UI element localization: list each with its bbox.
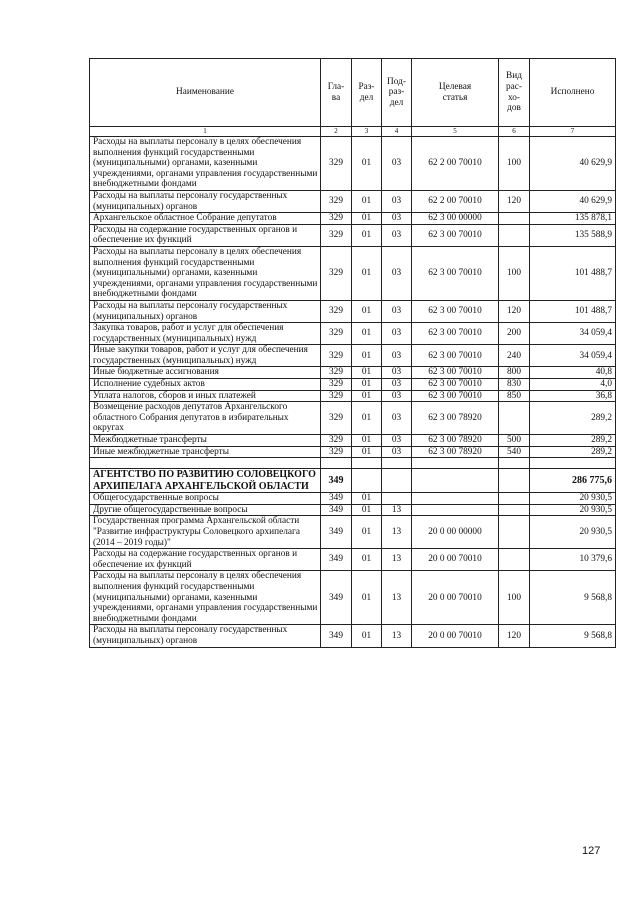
table-row	[90, 137, 616, 191]
row-name: Иные межбюджетные трансферты	[90, 446, 321, 458]
row-subsection: 03	[382, 367, 412, 379]
spacer-row	[90, 458, 616, 469]
row-target-article: 62 3 00 78920	[412, 435, 499, 447]
row-expense-type: 500	[499, 435, 530, 447]
column-number-row	[90, 127, 616, 137]
table-row	[90, 190, 616, 212]
table-body	[90, 137, 616, 648]
row-expense-type: 120	[499, 300, 530, 322]
table-row	[90, 345, 616, 367]
row-name: Уплата налогов, сборов и иных платежей	[90, 390, 321, 402]
row-target-article	[412, 493, 499, 505]
row-executed: 4,0	[530, 379, 616, 391]
row-name: АГЕНТСТВО ПО РАЗВИТИЮ СОЛОВЕЦКОГО АРХИПЕЛАГА АРХАНГЕЛЬСКОЙ ОБЛАСТИ	[90, 469, 321, 493]
spacer-cell	[412, 458, 499, 469]
row-chapter: 329	[321, 367, 352, 379]
row-section: 01	[352, 435, 382, 447]
row-expense-type: 240	[499, 345, 530, 367]
row-executed: 9 568,8	[530, 625, 616, 647]
row-expense-type: 830	[499, 379, 530, 391]
row-expense-type: 800	[499, 367, 530, 379]
row-subsection: 03	[382, 345, 412, 367]
table-row	[90, 379, 616, 391]
table-row	[90, 402, 616, 435]
row-name: Государственная программа Архангельской области "Развитие инфраструктуры Соловецкого архипелага (2014 – 2019 годы)"	[90, 516, 321, 549]
row-section: 01	[352, 367, 382, 379]
row-chapter: 349	[321, 504, 352, 516]
row-chapter: 349	[321, 549, 352, 571]
row-expense-type: 100	[499, 137, 530, 191]
row-expense-type	[499, 493, 530, 505]
spacer-cell	[321, 458, 352, 469]
row-target-article: 62 3 00 70010	[412, 323, 499, 345]
row-target-article: 62 3 00 70010	[412, 300, 499, 322]
row-executed: 20 930,5	[530, 516, 616, 549]
row-target-article: 62 3 00 78920	[412, 402, 499, 435]
row-name: Расходы на выплаты персоналу государственных (муниципальных) органов	[90, 300, 321, 322]
row-chapter: 329	[321, 224, 352, 246]
row-section: 01	[352, 379, 382, 391]
row-section: 01	[352, 446, 382, 458]
row-name: Общегосударственные вопросы	[90, 493, 321, 505]
header-name: Наименование	[90, 59, 321, 127]
row-executed: 20 930,5	[530, 504, 616, 516]
row-chapter: 349	[321, 625, 352, 647]
row-name: Межбюджетные трансферты	[90, 435, 321, 447]
column-number: 2	[321, 127, 352, 137]
row-subsection: 03	[382, 213, 412, 225]
row-section: 01	[352, 300, 382, 322]
header-subsection: Под- раз- дел	[382, 59, 412, 127]
header-target: Целевая статья	[412, 59, 499, 127]
row-subsection: 13	[382, 571, 412, 625]
row-subsection: 13	[382, 625, 412, 647]
row-executed: 135 878,1	[530, 213, 616, 225]
row-expense-type: 100	[499, 571, 530, 625]
row-chapter: 329	[321, 379, 352, 391]
row-expense-type: 200	[499, 323, 530, 345]
header-chapter: Гла- ва	[321, 59, 352, 127]
column-number: 3	[352, 127, 382, 137]
row-executed: 101 488,7	[530, 300, 616, 322]
row-executed: 34 059,4	[530, 345, 616, 367]
table-row	[90, 549, 616, 571]
row-chapter: 329	[321, 402, 352, 435]
table-row	[90, 367, 616, 379]
row-chapter: 349	[321, 571, 352, 625]
row-expense-type: 540	[499, 446, 530, 458]
row-name: Расходы на выплаты персоналу в целях обеспечения выполнения функций государственными (муниципальными) органами, казенными учреждениями, органами управления государственными внебюджетными фондами	[90, 246, 321, 300]
column-number: 1	[90, 127, 321, 137]
column-number: 4	[382, 127, 412, 137]
column-number: 7	[530, 127, 616, 137]
row-executed: 9 568,8	[530, 571, 616, 625]
row-name: Расходы на содержание государственных органов и обеспечение их функций	[90, 549, 321, 571]
row-chapter: 329	[321, 213, 352, 225]
table-row	[90, 571, 616, 625]
row-target-article: 62 3 00 70010	[412, 246, 499, 300]
row-subsection: 13	[382, 504, 412, 516]
row-subsection: 03	[382, 224, 412, 246]
table-row	[90, 625, 616, 647]
row-section: 01	[352, 345, 382, 367]
row-executed: 289,2	[530, 446, 616, 458]
row-target-article: 62 2 00 70010	[412, 190, 499, 212]
table-row	[90, 213, 616, 225]
row-section: 01	[352, 516, 382, 549]
row-chapter: 349	[321, 516, 352, 549]
row-target-article: 62 3 00 78920	[412, 446, 499, 458]
row-subsection: 13	[382, 549, 412, 571]
row-subsection: 03	[382, 435, 412, 447]
row-section: 01	[352, 571, 382, 625]
page-number: 127	[582, 845, 601, 857]
row-section: 01	[352, 625, 382, 647]
row-target-article: 62 3 00 70010	[412, 345, 499, 367]
table-row	[90, 300, 616, 322]
row-chapter: 329	[321, 190, 352, 212]
row-section: 01	[352, 493, 382, 505]
row-subsection: 03	[382, 390, 412, 402]
row-expense-type: 850	[499, 390, 530, 402]
budget-execution-table	[89, 58, 616, 648]
row-target-article: 20 0 00 00000	[412, 516, 499, 549]
row-name: Возмещение расходов депутатов Архангельского областного Собрания депутатов в избирательных округах	[90, 402, 321, 435]
row-section: 01	[352, 190, 382, 212]
row-executed: 286 775,6	[530, 469, 616, 493]
row-name: Расходы на содержание государственных органов и обеспечение их функций	[90, 224, 321, 246]
row-subsection: 03	[382, 246, 412, 300]
row-target-article: 62 3 00 70010	[412, 379, 499, 391]
row-name: Расходы на выплаты персоналу в целях обеспечения выполнения функций государственными (муниципальными) органами, казенными учреждениями, органами управления государственными внебюджетными фондами	[90, 571, 321, 625]
row-expense-type	[499, 213, 530, 225]
row-section: 01	[352, 213, 382, 225]
row-chapter: 329	[321, 435, 352, 447]
row-section: 01	[352, 323, 382, 345]
row-subsection	[382, 493, 412, 505]
row-target-article: 20 0 00 70010	[412, 549, 499, 571]
row-chapter: 349	[321, 469, 352, 493]
row-chapter: 349	[321, 493, 352, 505]
spacer-cell	[499, 458, 530, 469]
row-expense-type	[499, 549, 530, 571]
row-subsection: 03	[382, 446, 412, 458]
row-name: Иные закупки товаров, работ и услуг для обеспечения государственных (муниципальных) нужд	[90, 345, 321, 367]
row-target-article: 62 3 00 70010	[412, 390, 499, 402]
header-section: Раз- дел	[352, 59, 382, 127]
spacer-cell	[382, 458, 412, 469]
row-executed: 40 629,9	[530, 137, 616, 191]
table-row	[90, 504, 616, 516]
row-executed: 289,2	[530, 402, 616, 435]
row-name: Архангельское областное Собрание депутатов	[90, 213, 321, 225]
table-row	[90, 246, 616, 300]
row-name: Расходы на выплаты персоналу в целях обеспечения выполнения функций государственными (муниципальными) органами, казенными учреждениями, органами управления государственными внебюджетными фондами	[90, 137, 321, 191]
row-name: Закупка товаров, работ и услуг для обеспечения государственных (муниципальных) нужд	[90, 323, 321, 345]
spacer-cell	[352, 458, 382, 469]
budget-table-container	[89, 58, 615, 648]
row-target-article: 20 0 00 70010	[412, 625, 499, 647]
row-executed: 135 588,9	[530, 224, 616, 246]
row-expense-type	[499, 516, 530, 549]
row-expense-type	[499, 402, 530, 435]
table-row	[90, 516, 616, 549]
row-chapter: 329	[321, 246, 352, 300]
row-target-article: 62 3 00 00000	[412, 213, 499, 225]
row-section: 01	[352, 137, 382, 191]
row-subsection: 13	[382, 516, 412, 549]
header-row	[90, 59, 616, 127]
row-executed: 101 488,7	[530, 246, 616, 300]
row-section: 01	[352, 224, 382, 246]
row-executed: 34 059,4	[530, 323, 616, 345]
row-section: 01	[352, 549, 382, 571]
row-chapter: 329	[321, 345, 352, 367]
row-subsection: 03	[382, 379, 412, 391]
row-expense-type: 120	[499, 190, 530, 212]
table-row	[90, 390, 616, 402]
row-section: 01	[352, 402, 382, 435]
row-section: 01	[352, 504, 382, 516]
row-subsection: 03	[382, 137, 412, 191]
row-expense-type: 120	[499, 625, 530, 647]
row-chapter: 329	[321, 446, 352, 458]
row-executed: 289,2	[530, 435, 616, 447]
row-name: Иные бюджетные ассигнования	[90, 367, 321, 379]
row-executed: 10 379,6	[530, 549, 616, 571]
header-expense-type: Вид рас- хо- дов	[499, 59, 530, 127]
row-executed: 20 930,5	[530, 493, 616, 505]
row-name: Расходы на выплаты персоналу государственных (муниципальных) органов	[90, 625, 321, 647]
table-row	[90, 323, 616, 345]
table-row	[90, 469, 616, 493]
table-row	[90, 435, 616, 447]
row-subsection	[382, 469, 412, 493]
column-number: 6	[499, 127, 530, 137]
row-subsection: 03	[382, 300, 412, 322]
table-row	[90, 493, 616, 505]
row-target-article: 62 3 00 70010	[412, 224, 499, 246]
row-chapter: 329	[321, 390, 352, 402]
row-name: Исполнение судебных актов	[90, 379, 321, 391]
spacer-cell	[90, 458, 321, 469]
row-expense-type	[499, 224, 530, 246]
row-target-article: 20 0 00 70010	[412, 571, 499, 625]
header-executed: Исполнено	[530, 59, 616, 127]
row-subsection: 03	[382, 323, 412, 345]
row-section: 01	[352, 246, 382, 300]
row-subsection: 03	[382, 190, 412, 212]
row-executed: 40 629,9	[530, 190, 616, 212]
row-executed: 40,8	[530, 367, 616, 379]
row-expense-type: 100	[499, 246, 530, 300]
row-chapter: 329	[321, 137, 352, 191]
row-name: Другие общегосударственные вопросы	[90, 504, 321, 516]
row-expense-type	[499, 469, 530, 493]
row-section	[352, 469, 382, 493]
row-target-article	[412, 504, 499, 516]
column-number: 5	[412, 127, 499, 137]
row-target-article: 62 2 00 70010	[412, 137, 499, 191]
row-target-article	[412, 469, 499, 493]
row-section: 01	[352, 390, 382, 402]
table-row	[90, 224, 616, 246]
table-row	[90, 446, 616, 458]
spacer-cell	[530, 458, 616, 469]
row-executed: 36,8	[530, 390, 616, 402]
row-name: Расходы на выплаты персоналу государственных (муниципальных) органов	[90, 190, 321, 212]
row-chapter: 329	[321, 300, 352, 322]
row-target-article: 62 3 00 70010	[412, 367, 499, 379]
row-subsection: 03	[382, 402, 412, 435]
row-chapter: 329	[321, 323, 352, 345]
row-expense-type	[499, 504, 530, 516]
